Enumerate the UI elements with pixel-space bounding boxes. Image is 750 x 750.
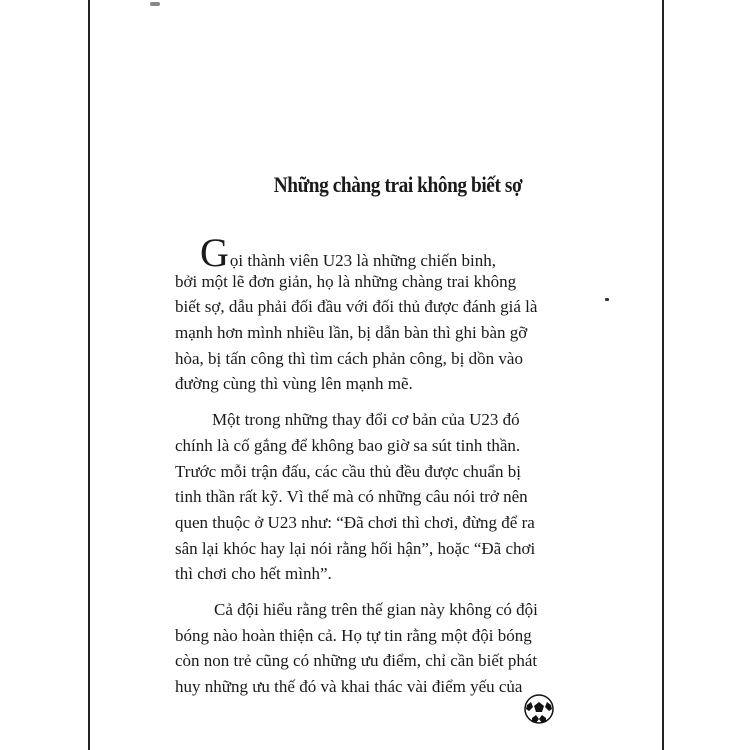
text-line: Một trong những thay đổi cơ bản của U23 đó [212,410,520,430]
text-line: biết sợ, dẫu phải đối đầu với đối thủ được đánh giá là [175,297,538,317]
text-line: bóng nào hoàn thiện cả. Họ tự tin rằng một đội bóng [175,625,532,645]
body-text [175,230,575,700]
page-edge-right [662,0,664,750]
text-line: bởi một lẽ đơn giản, họ là những chàng trai không [175,271,517,291]
ink-speck [605,298,609,301]
text-line: hòa, bị tấn công thì tìm cách phản công, bị dồn vào [175,348,523,368]
text-line: quen thuộc ở U23 như: “Đã chơi thì chơi, đừng để ra [175,512,535,532]
text-line: huy những ưu thế đó và khai thác vài điểm yếu của [175,677,523,696]
text-line: mạnh hơn mình nhiều lần, bị dẫn bàn thì ghi bàn gỡ [175,323,528,343]
paragraph-3 [175,597,575,700]
text-line: tinh thần rất kỹ. Vì thế mà có những câu nói trở nên [175,487,528,507]
paragraph-2 [175,407,575,587]
page-corner-mark [150,2,160,6]
text-line: chính là cố gắng để không bao giờ sa sút tinh thần. [175,435,521,455]
text-line: sân lại khóc hay lại nói rằng hối hận”, hoặc “Đã chơi [175,538,536,558]
text-line-content: ọi thành viên U23 là những chiến binh, [229,251,496,270]
paragraph-1 [175,230,575,397]
text-line: Cả đội hiểu rằng trên thế gian này không có đội [214,599,538,619]
page-edge-left [88,0,90,750]
chapter-title: Những chàng trai không biết sợ [273,172,523,197]
text-line: thì chơi cho hết mình”. [175,564,332,584]
text-line [175,230,575,275]
soccer-ball-ornament-icon [522,693,556,725]
dropcap-letter: G [200,230,229,275]
text-line: Trước mỗi trận đấu, các cầu thủ đều được chuẩn bị [175,461,521,481]
text-line: đường cùng thì vùng lên mạnh mẽ. [175,374,413,394]
text-line: còn non trẻ cũng có những ưu điểm, chỉ cần biết phát [175,651,538,671]
